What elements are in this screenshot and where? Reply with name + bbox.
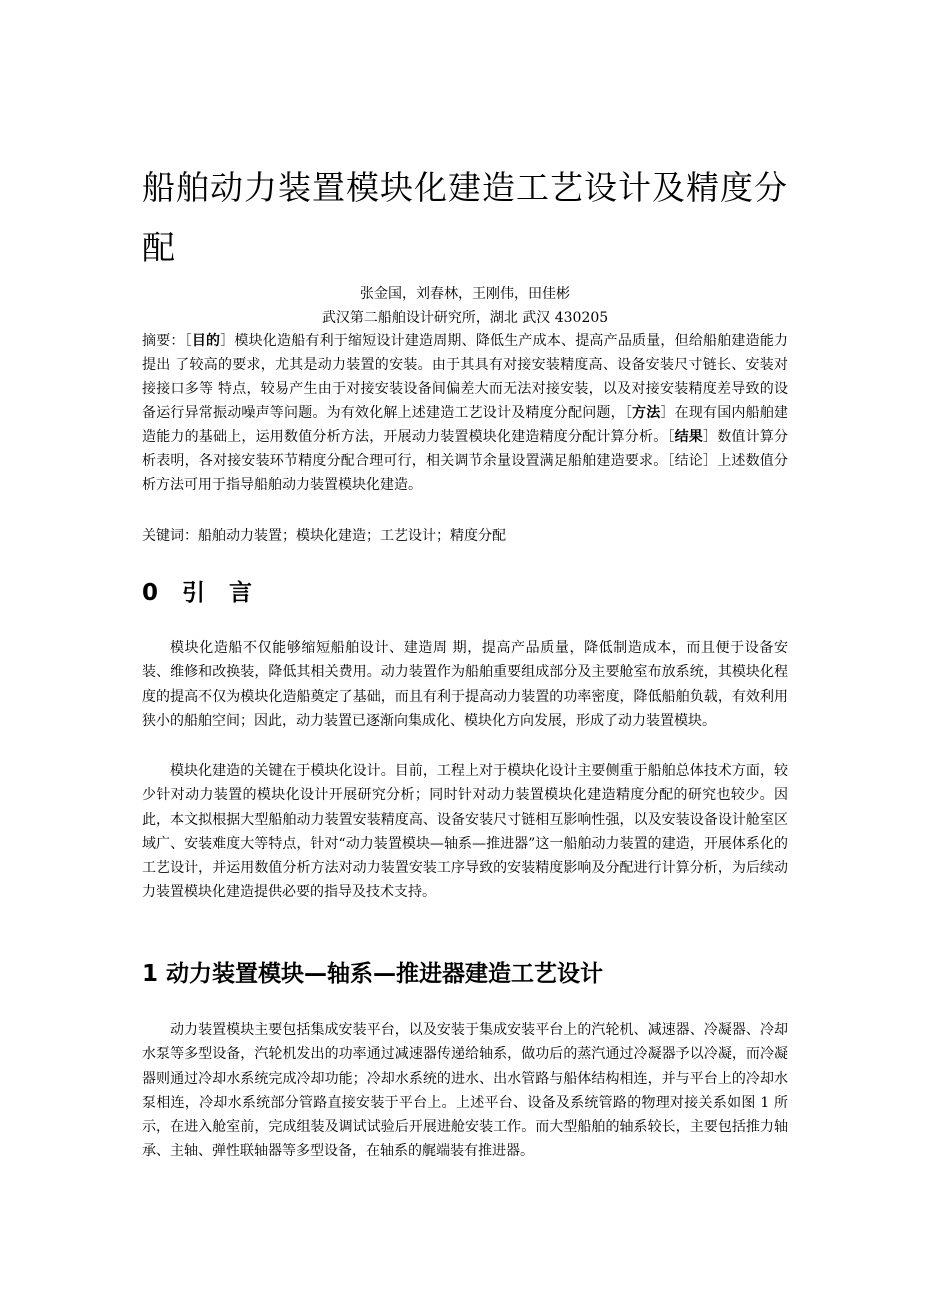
section1-paragraph-1: 动力装置模块主要包括集成安装平台，以及安装于集成安装平台上的汽轮机、减速器、冷凝器、冷却水泵等多型设备，汽轮机发出的功率通过减速器传递给轴系，做功后的蒸汽通过冷凝器予以冷凝，而冷凝器则通过冷却水系统完成冷却功能；冷却水系统的进水、出水管路与船体结构相连，并与平台上的冷却水泵相连，冷却水系统部分管路直接安装于平台上。上述平台、设备及系统管路的物理对接关系如图 1 所示，在进入舱室前，完成组装及调试试验后开展进舱安装工作。而大型船舶的轴系较长，主要包括推力轴承、主轴、弹性联轴器等多型设备，在轴系的艉端装有推进器。 (142, 1022, 788, 1160)
abstract-tag-result: 结果 (674, 429, 704, 445)
abstract-label: 摘要： (142, 333, 185, 349)
abstract-text-purpose: ］模块化造船有利于缩短设计建造周期、降低生产成本、提高产品质量，但给船舶建造能力提出 了较高的要求，尤其是动力装置的安装。由于其具有对接安装精度高、设备安装尺寸链长、安装对接接口多等 特点，较易产生由于对接安装设备间偏差大而无法对接安装，以及对接安装精度差导致的设备运行异常振动噪声等问题。为有效化解上述建造工艺设计及精度分配问题， (142, 333, 789, 421)
abstract-bracket-open: ［ (184, 333, 192, 349)
keywords: 关键词：船舶动力装置；模块化建造；工艺设计；精度分配 (142, 528, 506, 544)
abstract-bracket-open: ［ (624, 405, 633, 421)
abstract (142, 329, 788, 497)
section-heading-introduction: 0 引 言 (142, 580, 261, 606)
affiliation: 武汉第二船舶设计研究所，湖北 武汉 430205 (321, 310, 609, 326)
abstract-bracket-open: ［ (667, 429, 675, 445)
abstract-text-result: ］数值计算分析表明，各对接安装环节精度分配合理可行，相关调节余量设置满足船舶建造要求。［结论］上述数值分析方法可用于指导船舶动力装置模块化建造。 (142, 429, 789, 493)
section-heading-1: 1 动力装置模块—轴系—推进器建造工艺设计 (142, 961, 604, 987)
abstract-text-method: ］在现有国内船舶建造能力的基础上，运用数值分析方法，开展动力装置模块化建造精度分配计算分析。 (142, 405, 789, 445)
intro-paragraph-1: 模块化造船不仅能够缩短船舶设计、建造周 期，提高产品质量，降低制造成本，而且便于设备安装、维修和改换装，降低其相关费用。动力装置作为船舶重要组成部分及主要舱室布放系统，其模块化程度的提高不仅为模块化造船奠定了基础，而且有利于提高动力装置的功率密度，降低船舶负载，有效利用狭小的船舶空间；因此，动力装置已逐渐向集成化、模块化方向发展，形成了动力装置模块。 (142, 640, 788, 729)
paper-title: 船舶动力装置模块化建造工艺设计及精度分配 (142, 168, 788, 268)
abstract-tag-method: 方法 (632, 405, 661, 421)
intro-paragraph-2: 模块化建造的关键在于模块化设计。目前，工程上对于模块化设计主要侧重于船舶总体技术方面，较少针对动力装置的模块化设计开展研究分析；同时针对动力装置模块化建造精度分配的研究也较少。因此，本文拟根据大型船舶动力装置安装精度高、设备安装尺寸链相互影响性强，以及安装设备设计舱室区域广、安装难度大等特点，针对“动力装置模块—轴系—推进器”这一船舶动力装置的建造，开展体系化的工艺设计，并运用数值分析方法对动力装置安装工序导致的安装精度影响及分配进行计算分析，为后续动力装置模块化建造提供必要的指导及技术支持。 (142, 763, 788, 901)
abstract-tag-purpose: 目的 (191, 333, 221, 349)
author-list: 张金国，刘春林，王刚伟，田佳彬 (360, 286, 570, 302)
